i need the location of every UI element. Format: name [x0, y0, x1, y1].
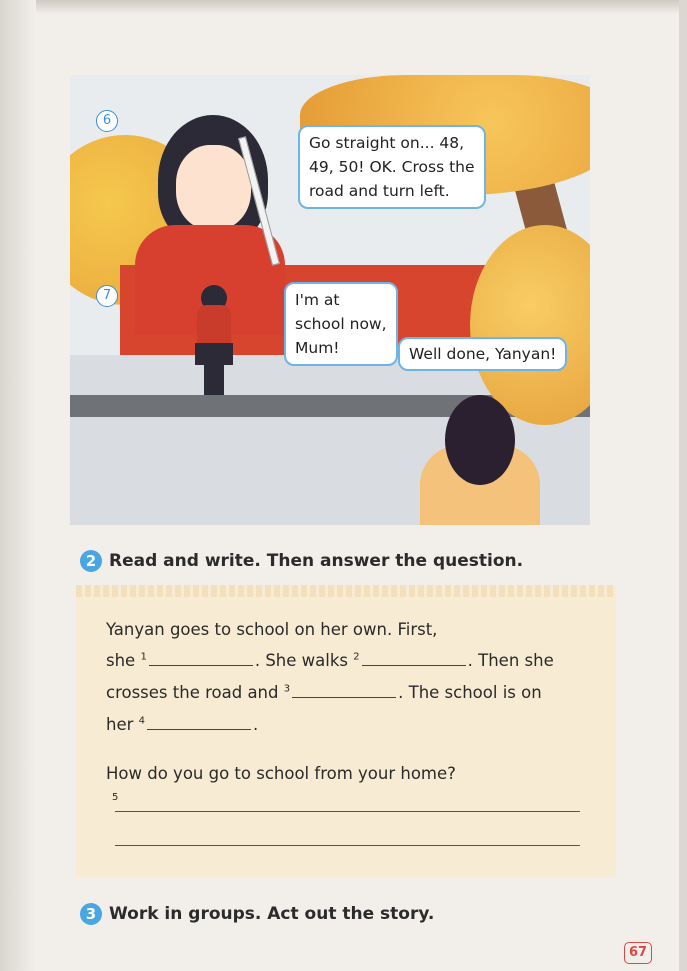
- mum-hair: [445, 395, 515, 485]
- frame-number-6: 6: [96, 110, 118, 132]
- line4-end: .: [253, 715, 259, 734]
- line4-start: her: [106, 715, 134, 734]
- blank-4[interactable]: [147, 728, 251, 730]
- exercise-2-heading: [80, 550, 523, 572]
- line3-start: crosses the road and: [106, 683, 279, 702]
- answer-line-2[interactable]: [115, 845, 580, 846]
- exercise-2-badge: 2: [80, 550, 102, 572]
- speech-bubble-at-school: I'm at school now, Mum!: [284, 282, 398, 366]
- yanyan-small-skirt: [195, 343, 233, 365]
- page-right-edge: [679, 0, 687, 971]
- question-text: How do you go to school from your home?: [106, 764, 456, 783]
- text-line-2: [106, 651, 554, 670]
- yanyan-small-body: [197, 305, 231, 345]
- page-binding-shadow: [0, 0, 36, 971]
- yanyan-small-legs: [204, 365, 224, 395]
- speech-bubble-well-done: Well done, Yanyan!: [398, 337, 567, 371]
- blank-number-4: 4: [138, 715, 146, 727]
- text-line-3: [106, 683, 542, 702]
- page-top-shadow: [0, 0, 687, 14]
- line2-end: . Then she: [467, 651, 554, 670]
- panel-torn-edge: [76, 585, 616, 597]
- exercise-3-badge: 3: [80, 903, 102, 925]
- exercise-3-title: Work in groups. Act out the story.: [109, 904, 435, 924]
- blank-3[interactable]: [292, 696, 396, 698]
- page-number: 67: [624, 942, 652, 964]
- exercise-3-heading: [80, 903, 434, 925]
- line2-start: she: [106, 651, 136, 670]
- answer-line-1[interactable]: [115, 811, 580, 812]
- line3-end: . The school is on: [398, 683, 542, 702]
- blank-number-1: 1: [140, 651, 147, 663]
- yanyan-closeup-face: [176, 145, 251, 230]
- exercise-2-title: Read and write. Then answer the question.: [109, 551, 524, 571]
- blank-number-3: 3: [283, 683, 291, 695]
- blank-number-2: 2: [353, 651, 360, 663]
- blank-1[interactable]: [149, 664, 253, 666]
- blank-2[interactable]: [362, 664, 466, 666]
- answer-number-5: 5: [112, 792, 119, 803]
- speech-bubble-cross-road: Go straight on... 48, 49, 50! OK. Cross the road and turn left.: [298, 125, 486, 209]
- text-line-4: [106, 715, 258, 734]
- frame-number-7: 7: [96, 285, 118, 307]
- line2-middle: . She walks: [254, 651, 349, 670]
- text-line-1: Yanyan goes to school on her own. First,: [106, 620, 438, 639]
